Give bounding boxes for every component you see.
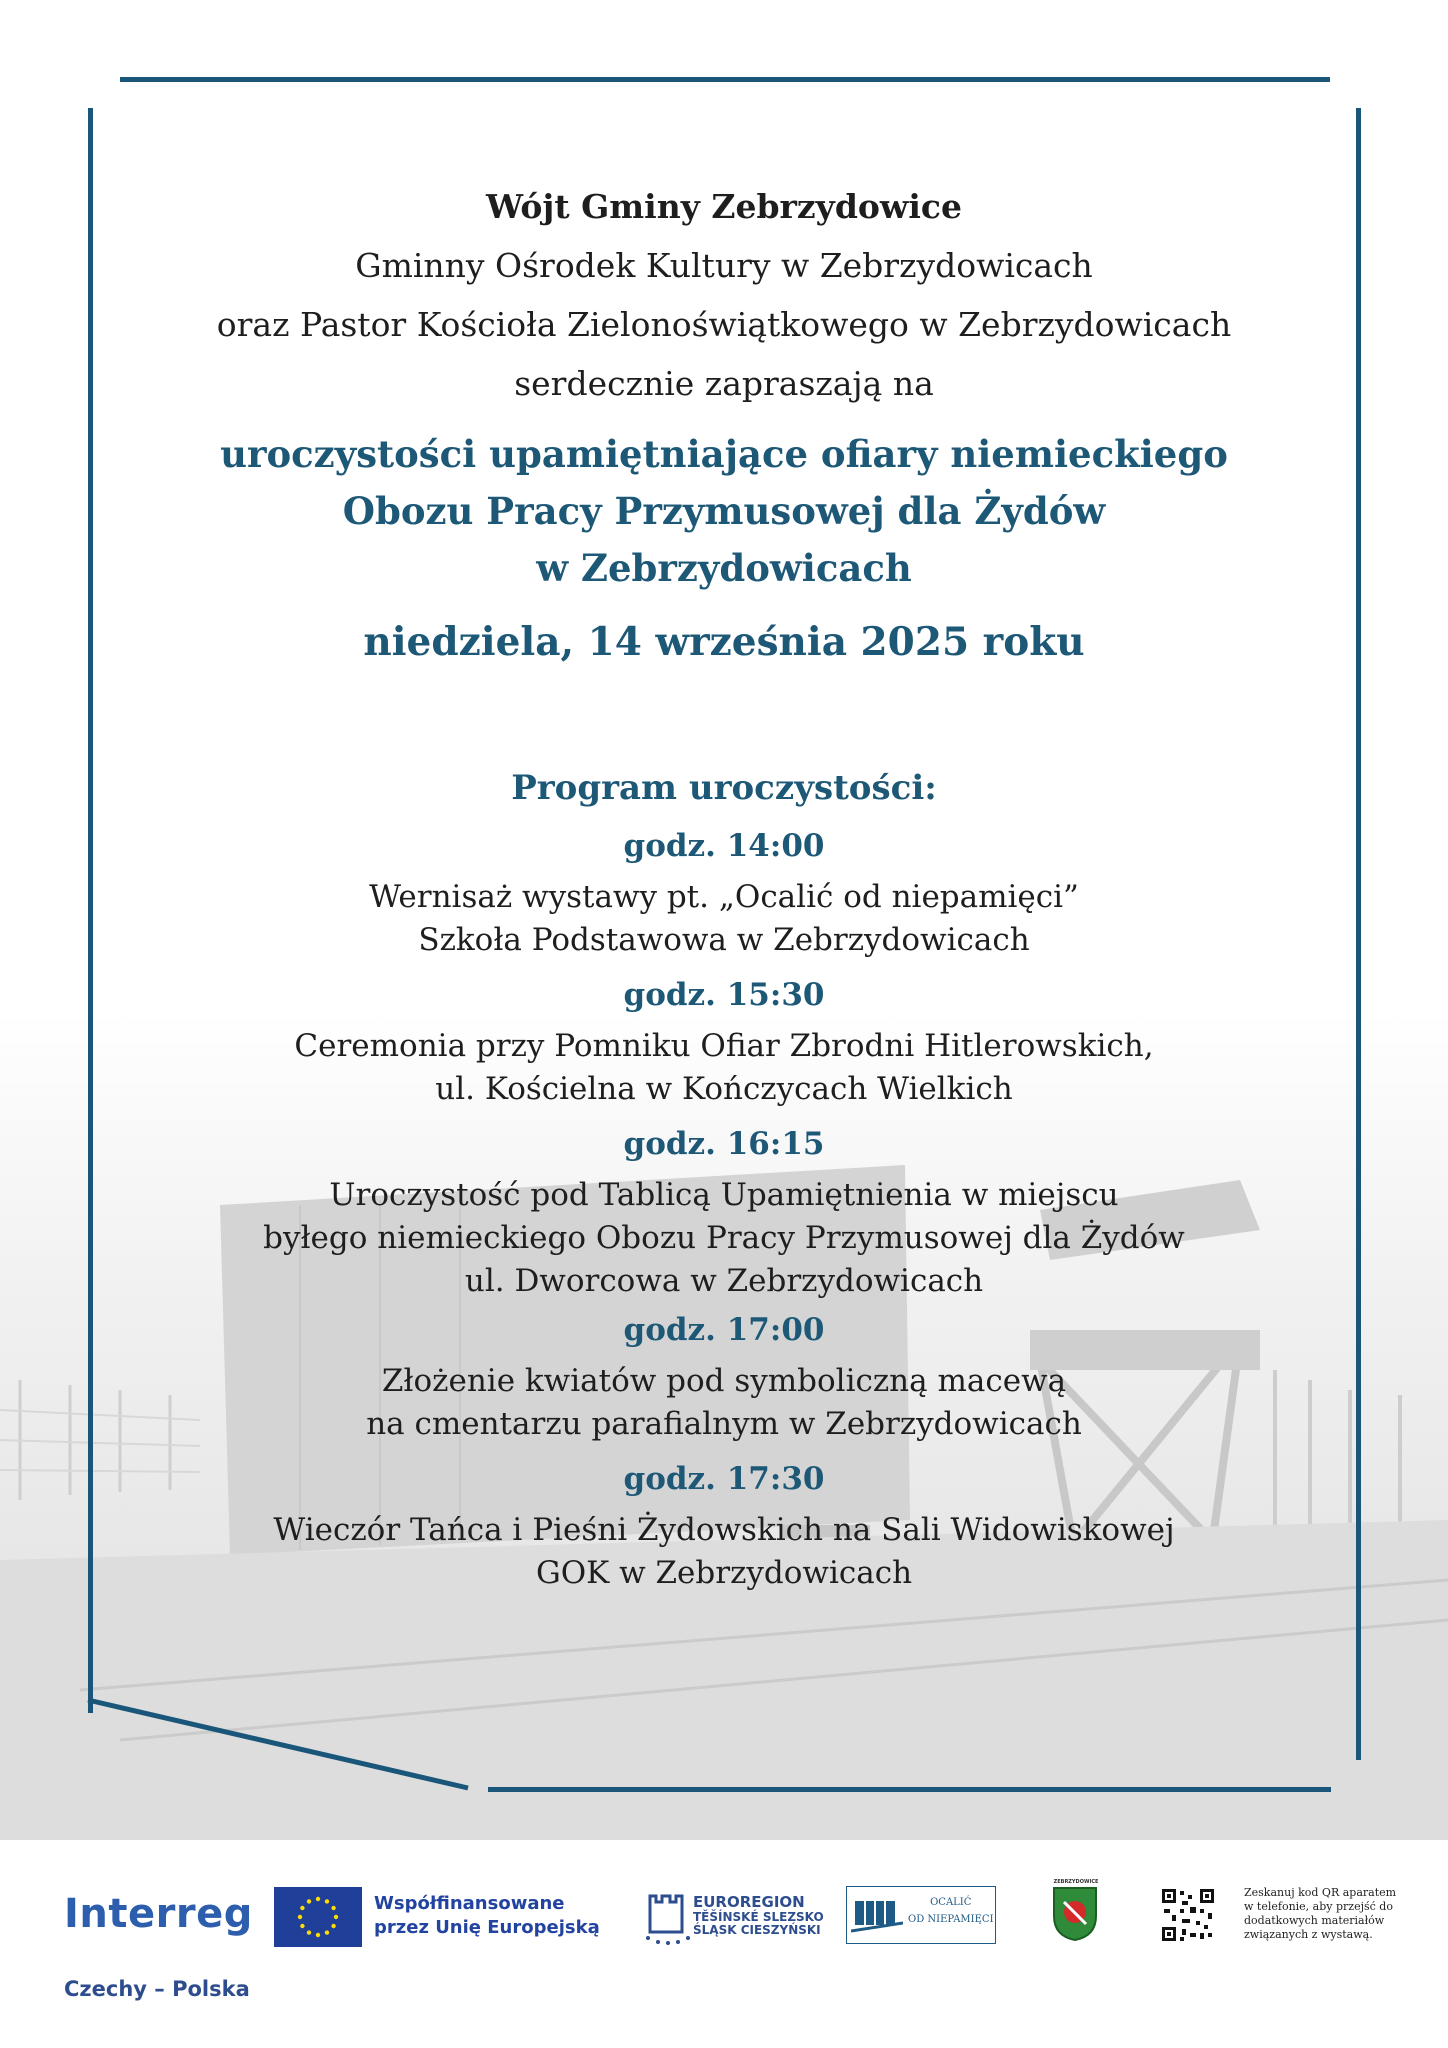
program-desc-line: Wernisaż wystawy pt. „Ocalić od niepamięci” [369,879,1079,915]
ocalic-line: OCALIĆ [930,1897,972,1908]
event-title-line-3: w Zebrzydowicach [536,546,912,590]
qr-code-icon [1160,1887,1216,1943]
euroregion-title: EUROREGION [693,1893,805,1911]
ocalic-line: OD NIEPAMIĘCI [908,1914,994,1925]
eu-cofinancing-text [374,1892,600,1940]
ocalic-text [908,1894,994,1928]
invite-line: serdecznie zapraszają na [514,364,934,403]
qr-line: dodatkowych materiałów [1244,1914,1385,1927]
program-desc-line: Szkoła Podstawowa w Zebrzydowicach [418,922,1030,958]
program-desc-line: ul. Kościelna w Kończycach Wielkich [435,1071,1013,1107]
program-time: godz. 17:00 [623,1312,825,1348]
eu-flag-icon [274,1887,362,1947]
program-desc-line: Złożenie kwiatów pod symboliczną macewą [381,1363,1067,1399]
qr-line: Zeskanuj kod QR aparatem [1244,1886,1397,1899]
interreg-logo: Interreg [64,1891,253,1937]
eu-text-line: przez Unię Europejską [374,1917,600,1938]
crest-label: ZEBRZYDOWICE [1053,1879,1099,1885]
event-title-line-1: uroczystości upamiętniające ofiary niemieckiego [220,432,1228,476]
program-time: godz. 16:15 [623,1126,825,1162]
event-title-line-2: Obozu Pracy Przymusowej dla Żydów [342,489,1106,533]
interreg-program-name: Czechy – Polska [64,1977,250,2001]
program-desc-line: na cmentarzu parafialnym w Zebrzydowicach [366,1406,1082,1442]
program-desc-line: Uroczystość pod Tablicą Upamiętnienia w miejscu [329,1177,1119,1213]
program-desc-line: Ceremonia przy Pomniku Ofiar Zbrodni Hitlerowskich, [294,1028,1154,1064]
event-date: niedziela, 14 września 2025 roku [363,619,1085,665]
invitation-content [110,187,1338,1591]
organizer-line-1: Wójt Gminy Zebrzydowice [486,187,962,226]
eu-text-line: Współfinansowane [374,1893,565,1914]
program-time: godz. 14:00 [623,828,825,864]
wagon-icon [851,1893,903,1937]
coat-of-arms-icon [1052,1886,1098,1942]
euroregion-text [693,1894,824,1937]
program-desc-line: Wieczór Tańca i Pieśni Żydowskich na Sali Widowiskowej [273,1512,1175,1548]
program-desc-line: byłego niemieckiego Obozu Pracy Przymusowej dla Żydów [263,1220,1185,1256]
program-time: godz. 17:30 [623,1461,825,1497]
program-desc-line: ul. Dworcowa w Zebrzydowicach [464,1263,984,1299]
program-heading: Program uroczystości: [511,768,937,808]
qr-line: w telefonie, aby przejść do [1244,1900,1393,1913]
organizer-line-2: Gminny Ośrodek Kultury w Zebrzydowicach [355,246,1093,285]
qr-line: związanych z wystawą. [1244,1928,1373,1941]
euroregion-line: ŚLĄSK CIESZYŃSKI [693,1923,821,1937]
program-desc-line: GOK w Zebrzydowicach [535,1555,913,1591]
program-time: godz. 15:30 [623,977,825,1013]
euroregion-line: TĚŠÍNSKÉ SLEZSKO [693,1910,824,1924]
qr-instruction [1244,1886,1396,1942]
organizer-line-3: oraz Pastor Kościoła Zielonoświątkowego w Zebrzydowicach [216,305,1232,344]
